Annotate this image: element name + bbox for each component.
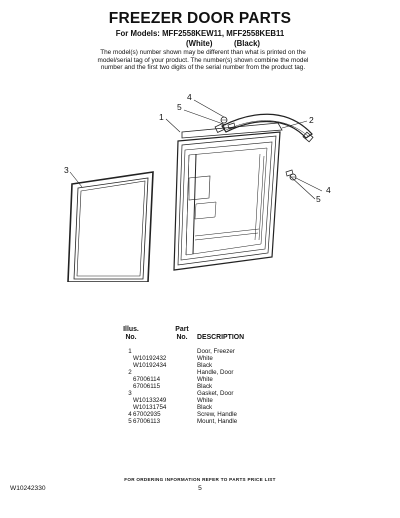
illus-no: 3 [128, 390, 132, 397]
ordering-note: FOR ORDERING INFORMATION REFER TO PARTS PRICE LIST [124, 477, 276, 482]
model-numbers: For Models: MFF2558KEW11, MFF2558KEB11 [115, 29, 285, 38]
callout-2: 2 [309, 115, 314, 125]
part-no: W10192432 [133, 355, 167, 362]
part-description: Black [197, 404, 213, 411]
door-drawing [174, 123, 282, 270]
part-no: 67006114 [133, 376, 161, 383]
illus-no: 2 [128, 369, 132, 376]
callout-1: 1 [159, 112, 164, 122]
color-label-black: (Black) [234, 39, 260, 48]
part-description: Gasket, Door [197, 390, 234, 397]
handle-drawing [215, 114, 313, 142]
part-no: 67006113 [133, 418, 161, 425]
part-description: White [197, 376, 213, 383]
model-note: The model(s) number shown may be different than what is printed on the model/serial tag of your product. The number(s) shown combine the model number and the first two digits of the serial number from the product tag. [97, 49, 309, 72]
callout-4-upper: 4 [187, 92, 192, 102]
document-id: W10242330 [10, 485, 46, 492]
illus-no: 5 [128, 418, 132, 425]
part-description: Black [197, 362, 213, 369]
header-illus-2: No. [125, 334, 137, 341]
color-label-white: (White) [186, 39, 213, 48]
header-illus-1: Illus. [123, 326, 139, 333]
header-part-1: Part [175, 326, 189, 333]
part-no: 67002935 [133, 411, 161, 418]
exploded-diagram [50, 92, 350, 282]
callout-4-lower: 4 [326, 185, 331, 195]
part-description: Mount, Handle [197, 418, 238, 425]
lower-mount-drawing [286, 170, 296, 180]
part-no: W10131754 [133, 404, 167, 411]
page-number: 5 [198, 485, 202, 492]
part-description: Door, Freezer [197, 348, 235, 355]
gasket-drawing [68, 172, 153, 282]
illus-no: 4 [128, 411, 132, 418]
page-title: FREEZER DOOR PARTS [108, 10, 292, 27]
illus-no: 1 [128, 348, 132, 355]
part-description: White [197, 355, 213, 362]
part-description: White [197, 397, 213, 404]
diagram-drawing [50, 92, 350, 282]
callout-5-lower: 5 [316, 194, 321, 204]
part-description: Handle, Door [197, 369, 234, 376]
part-description: Black [197, 383, 213, 390]
part-description: Screw, Handle [197, 411, 237, 418]
part-no: 67006115 [133, 383, 161, 390]
leader-lines [70, 100, 322, 199]
header-part-2: No. [176, 334, 188, 341]
callout-5-upper: 5 [177, 102, 182, 112]
callout-3: 3 [64, 165, 69, 175]
header-description: DESCRIPTION [197, 334, 245, 341]
part-no: W10133249 [133, 397, 167, 404]
part-no: W10192434 [133, 362, 167, 369]
